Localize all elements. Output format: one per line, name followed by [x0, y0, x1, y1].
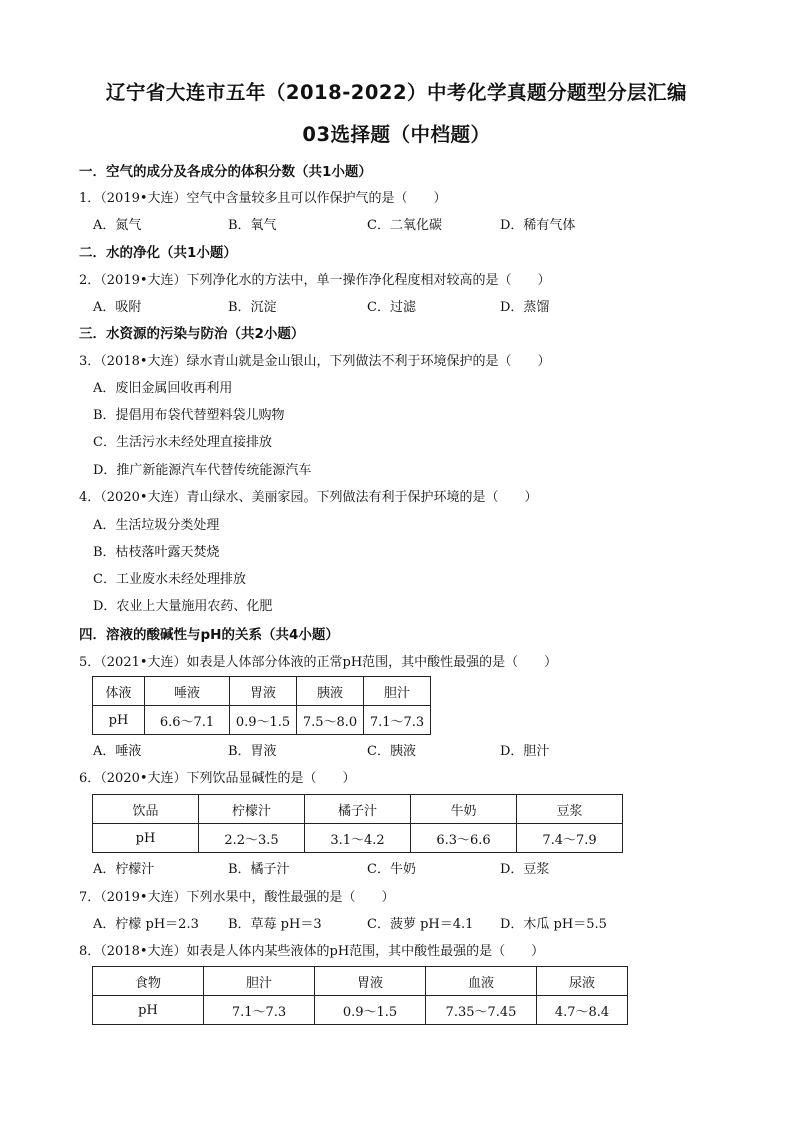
question-1-option-b: B．氧气 [228, 218, 277, 233]
question-1-option-a: A．氮气 [93, 218, 142, 233]
question-7-option-b: B．草莓 pH＝3 [228, 917, 322, 932]
question-3-option-d: D．推广新能源汽车代替传统能源汽车 [93, 463, 312, 478]
table-cell: 6.3～6.6 [411, 824, 517, 853]
question-7-option-c: C．菠萝 pH＝4.1 [367, 917, 474, 932]
table-cell: 0.9～1.5 [315, 996, 426, 1025]
table-cell: 3.1～4.2 [305, 824, 411, 853]
table-cell: 胃液 [315, 967, 426, 996]
table-cell: 7.35～7.45 [426, 996, 537, 1025]
table-cell: pH [93, 824, 199, 853]
question-3-option-c: C．生活污水未经处理直接排放 [93, 435, 272, 450]
question-1-option-c: C．二氧化碳 [367, 218, 442, 233]
table-cell: 牛奶 [411, 795, 517, 824]
question-5-option-c: C．胰液 [367, 744, 416, 759]
table-cell: 4.7～8.4 [537, 996, 628, 1025]
question-2-option-c: C．过滤 [367, 300, 416, 315]
question-6-table [92, 794, 623, 853]
question-7-stem: 7．（2019•大连）下列水果中，酸性最强的是（ ） [79, 890, 395, 905]
question-5-option-b: B．胃液 [228, 744, 277, 759]
document-title: 辽宁省大连市五年（2018-2022）中考化学真题分题型分层汇编 [105, 81, 688, 104]
question-5-option-a: A．唾液 [93, 744, 142, 759]
table-cell: 7.4～7.9 [517, 824, 623, 853]
question-6-option-c: C．牛奶 [367, 862, 416, 877]
table-row [93, 996, 628, 1025]
table-cell: 7.5～8.0 [297, 706, 364, 735]
section-heading-3: 三．水资源的污染与防治（共2小题） [79, 326, 305, 342]
section-heading-2: 二．水的净化（共1小题） [79, 245, 237, 261]
table-cell: 0.9～1.5 [230, 706, 297, 735]
table-cell: 唾液 [145, 677, 230, 706]
section-heading-1: 一．空气的成分及各成分的体积分数（共1小题） [79, 164, 372, 180]
table-cell: 尿液 [537, 967, 628, 996]
question-8-table [92, 966, 628, 1025]
table-row [93, 795, 623, 824]
table-cell: 胆汁 [204, 967, 315, 996]
question-4-stem: 4．（2020•大连）青山绿水、美丽家园。下列做法有利于保护环境的是（ ） [79, 490, 538, 505]
document-subtitle: 03选择题（中档题） [302, 123, 491, 146]
question-2-option-b: B．沉淀 [228, 300, 277, 315]
question-4-option-d: D．农业上大量施用农药、化肥 [93, 599, 273, 614]
table-cell: pH [93, 996, 204, 1025]
table-row [93, 706, 431, 735]
table-row [93, 967, 628, 996]
question-6-option-d: D．豆浆 [500, 862, 550, 877]
table-cell: 胆汁 [364, 677, 431, 706]
question-6-option-a: A．柠檬汁 [93, 862, 155, 877]
table-cell: 2.2～3.5 [199, 824, 305, 853]
table-cell: 柠檬汁 [199, 795, 305, 824]
table-cell: 7.1～7.3 [364, 706, 431, 735]
question-2-option-d: D．蒸馏 [500, 300, 550, 315]
question-3-option-a: A．废旧金属回收再利用 [93, 381, 233, 396]
table-cell: 胰液 [297, 677, 364, 706]
question-4-option-c: C．工业废水未经处理排放 [93, 572, 246, 587]
table-cell: 7.1～7.3 [204, 996, 315, 1025]
question-1-stem: 1．（2019•大连）空气中含量较多且可以作保护气的是（ ） [79, 191, 447, 206]
question-7-option-a: A．柠檬 pH＝2.3 [93, 917, 199, 932]
table-cell: 橘子汁 [305, 795, 411, 824]
question-7-option-d: D．木瓜 pH＝5.5 [500, 917, 607, 932]
question-4-option-b: B．枯枝落叶露天焚烧 [93, 545, 220, 560]
table-cell: 体液 [93, 677, 145, 706]
table-cell: 血液 [426, 967, 537, 996]
question-4-option-a: A．生活垃圾分类处理 [93, 518, 220, 533]
table-row [93, 824, 623, 853]
question-2-stem: 2．（2019•大连）下列净化水的方法中，单一操作净化程度相对较高的是（ ） [79, 273, 551, 288]
table-cell: pH [93, 706, 145, 735]
question-5-stem: 5．（2021•大连）如表是人体部分体液的正常pH范围，其中酸性最强的是（ ） [79, 655, 558, 670]
question-1-option-d: D．稀有气体 [500, 218, 576, 233]
question-3-stem: 3．（2018•大连）绿水青山就是金山银山，下列做法不利于环境保护的是（ ） [79, 354, 551, 369]
table-cell: 饮品 [93, 795, 199, 824]
question-5-table [92, 676, 431, 735]
table-row [93, 677, 431, 706]
question-8-stem: 8．（2018•大连）如表是人体内某些液体的pH范围，其中酸性最强的是（ ） [79, 944, 545, 959]
table-cell: 胃液 [230, 677, 297, 706]
question-6-option-b: B．橘子汁 [228, 862, 290, 877]
question-6-stem: 6．（2020•大连）下列饮品显碱性的是（ ） [79, 771, 356, 786]
table-cell: 6.6～7.1 [145, 706, 230, 735]
question-3-option-b: B．提倡用布袋代替塑料袋儿购物 [93, 408, 285, 423]
table-cell: 食物 [93, 967, 204, 996]
question-2-option-a: A．吸附 [93, 300, 142, 315]
table-cell: 豆浆 [517, 795, 623, 824]
question-5-option-d: D．胆汁 [500, 744, 550, 759]
section-heading-4: 四．溶液的酸碱性与pH的关系（共4小题） [79, 627, 339, 643]
